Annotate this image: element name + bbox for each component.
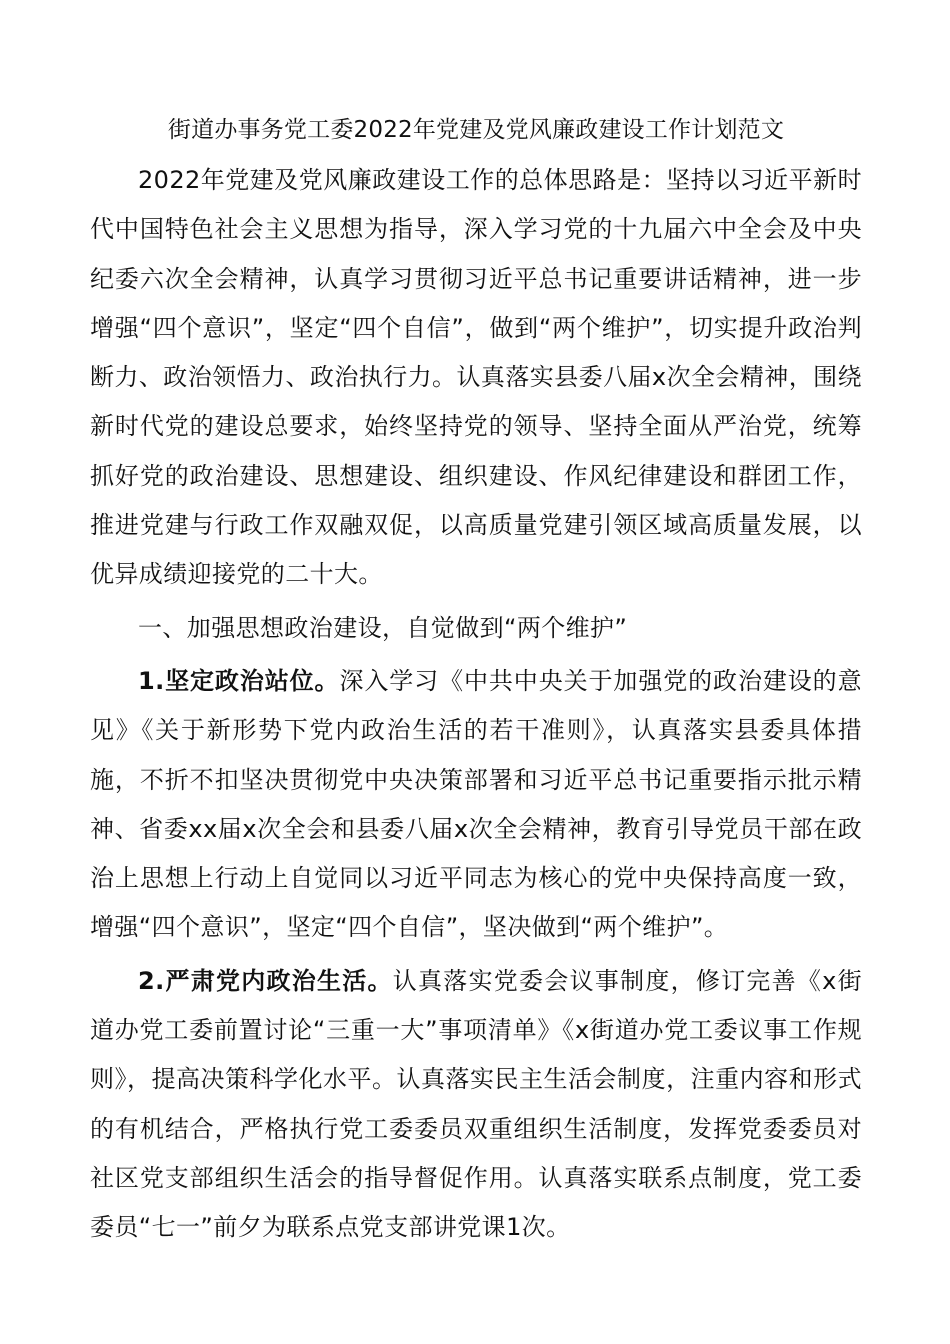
item-1-paragraph [90,657,862,953]
section-1-heading: 一、加强思想政治建设，自觉做到“两个维护” [138,613,628,642]
intro-paragraph: 2022年党建及党风廉政建设工作的总体思路是：坚持以习近平新时代中国特色社会主义思想为指导，深入学习党的十九届六中全会及中央纪委六次全会精神，认真学习贯彻习近平总书记重要讲话精神，进一步增强“四个意识”，坚定“四个自信”，做到“两个维护”，切实提升政治判断力、政治领悟力、政治执行力。认真落实县委八届x次全会精神，围绕新时代党的建设总要求，始终坚持党的领导、坚持全面从严治党，统筹抓好党的政治建设、思想建设、组织建设、作风纪律建设和群团工作，推进党建与行政工作双融双促，以高质量党建引领区域高质量发展，以优异成绩迎接党的二十大。 [90,166,862,589]
document-page [90,106,862,1253]
document-title: 街道办事务党工委2022年党建及党风廉政建设工作计划范文 [167,117,785,143]
item-1-text: 深入学习《中共中央关于加强党的政治建设的意见》《关于新形势下党内政治生活的若干准则》，认真落实县委具体措施，不折不扣坚决贯彻党中央决策部署和习近平总书记重要指示批示精神、省委xx届x次全会和县委八届x次全会精神，教育引导党员干部在政治上思想上行动上自觉同以习近平同志为核心的党中央保持高度一致，增强“四个意识”，坚定“四个自信”，坚决做到“两个维护”。 [90,666,862,942]
item-1-lead: 1.坚定政治站位。 [138,666,340,695]
item-2-lead: 2.严肃党内政治生活。 [138,966,393,995]
item-2-text: 认真落实党委会议事制度，修订完善《x街道办党工委前置讨论“三重一大”事项清单》《x街道办党工委议事工作规则》，提高决策科学化水平。认真落实民主生活会制度，注重内容和形式的有机结合，严格执行党工委委员双重组织生活制度，发挥党委委员对社区党支部组织生活会的指导督促作用。认真落实联系点制度，党工委委员“七一”前夕为联系点党支部讲党课1次。 [90,966,862,1242]
item-2-paragraph [90,957,862,1253]
